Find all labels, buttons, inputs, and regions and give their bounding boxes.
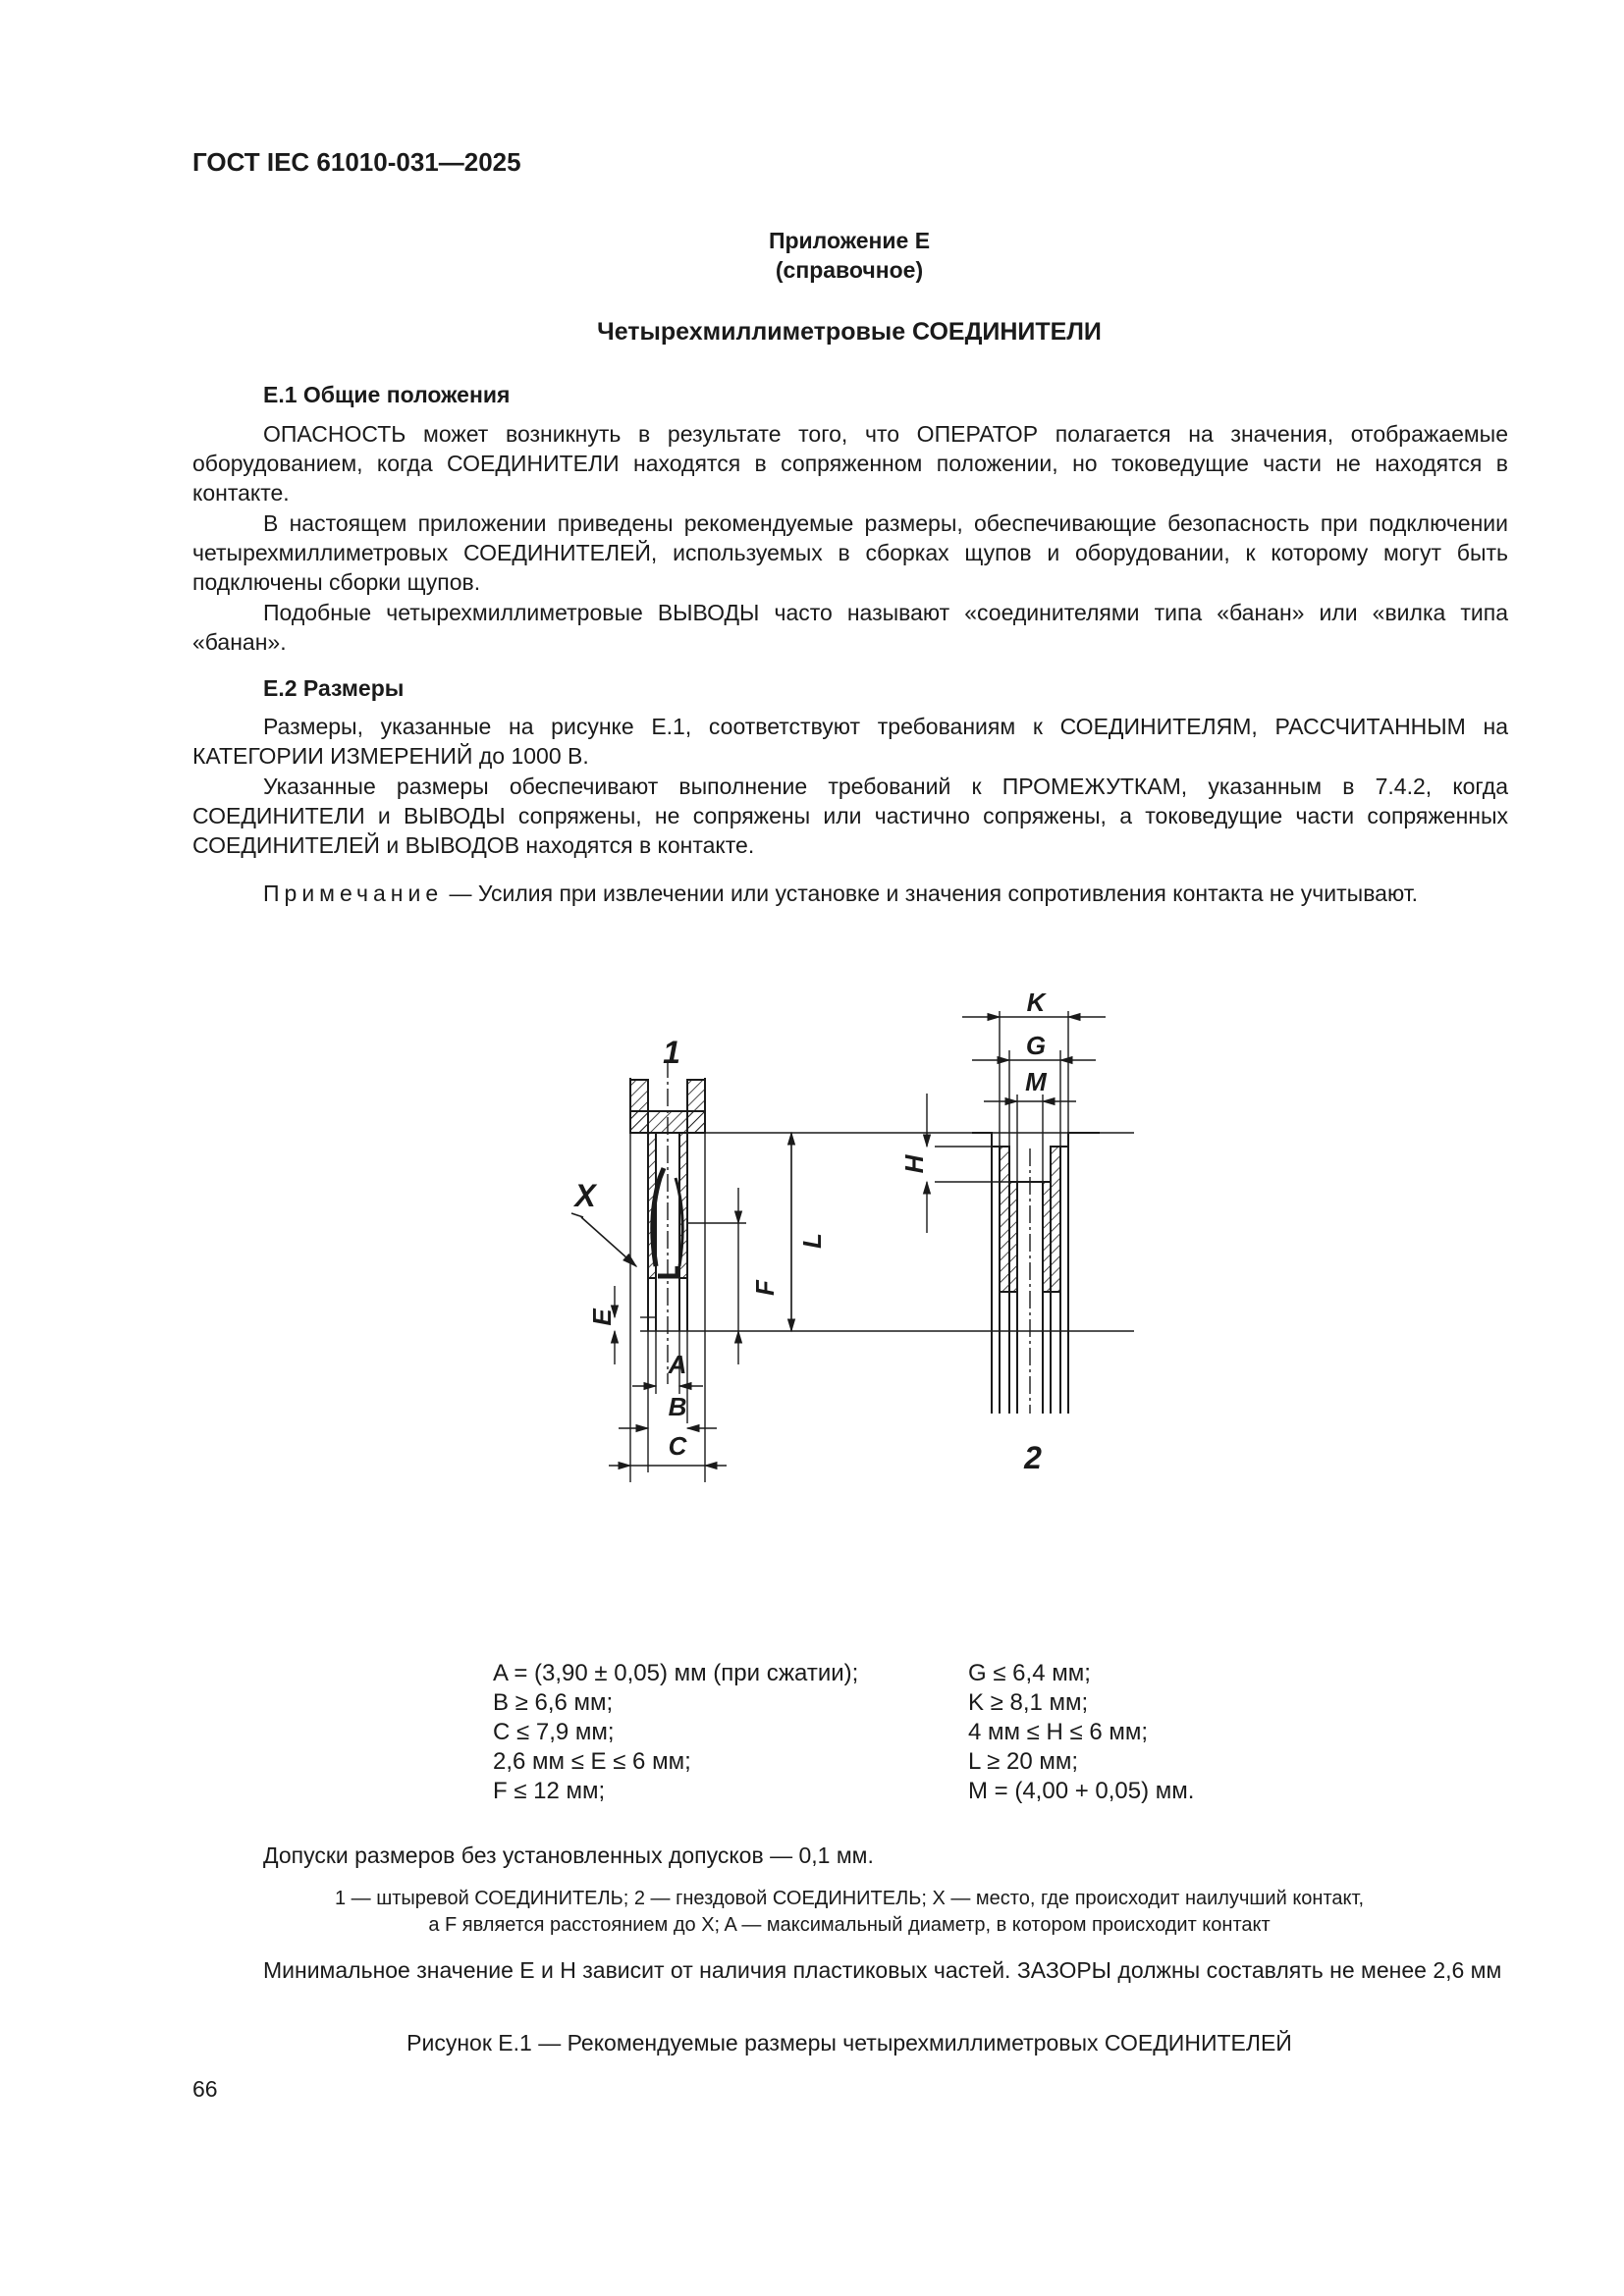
label-1: 1 [663,1035,680,1070]
tolerance-note: Допуски размеров без установленных допусков — 0,1 мм. [263,1842,874,1868]
figure-key-line-1: 1 — штыревой СОЕДИНИТЕЛЬ; 2 — гнездовой СОЕДИНИТЕЛЬ; X — место, где происходит наилучший контакт, [334,1888,1365,1909]
section-2-title: E.2 Размеры [263,675,405,701]
figure-caption: Рисунок E.1 — Рекомендуемые размеры четырехмиллиметровых СОЕДИНИТЕЛЕЙ [406,2030,1292,2056]
formula-m: M = (4,00 + 0,05) мм. [968,1778,1195,1804]
label-x: X [574,1178,596,1213]
page-number: 66 [192,2076,218,2102]
section-2-paragraph-1: Размеры, указанные на рисунке E.1, соответствуют требованиям к СОЕДИНИТЕЛЯМ, РАССЧИТАННЫМ на КАТЕГОРИИ ИЗМЕРЕНИЙ до 1000 В. [192,714,1508,769]
formula-b: B ≥ 6,6 мм; [493,1689,614,1716]
label-c: C [668,1431,687,1461]
formula-a: A = (3,90 ± 0,05) мм (при сжатии); [493,1660,859,1686]
formula-l: L ≥ 20 мм; [968,1748,1078,1775]
formula-g: G ≤ 6,4 мм; [968,1660,1091,1686]
section-1-paragraph-2: В настоящем приложении приведены рекомендуемые размеры, обеспечивающие безопасность при подключении четырехмиллиметровых СОЕДИНИТЕЛЕЙ, используемых в сборках щупов и оборудовании, к которому могут быть подключены сборки щупов. [192,510,1508,595]
formula-c: C ≤ 7,9 мм; [493,1719,615,1745]
label-l: L [797,1233,827,1249]
formula-h: 4 мм ≤ H ≤ 6 мм; [968,1719,1149,1745]
connector-drawing [550,933,1159,1620]
label-b: B [668,1392,687,1421]
document-header: ГОСТ IEC 61010-031—2025 [192,147,521,177]
label-g: G [1025,1031,1047,1060]
section-1-paragraph-3: Подобные четырехмиллиметровые ВЫВОДЫ часто называют «соединителями типа «банан» или «вилка типа «банан». [192,600,1508,655]
label-m: M [1025,1067,1047,1096]
section-2-paragraph-2: Указанные размеры обеспечивают выполнение требований к ПРОМЕЖУТКАМ, указанным в 7.4.2, когда СОЕДИНИТЕЛИ и ВЫВОДЫ сопряжены, не сопряжены или частично сопряжены, а токоведущие части сопряженных СОЕДИНИТЕЛЕЙ и ВЫВОДОВ находятся в контакте. [192,774,1508,858]
label-k: K [1026,988,1046,1017]
min-value-note: Минимальное значение E и H зависит от наличия пластиковых частей. ЗАЗОРЫ должны составлять не менее 2,6 мм [263,1957,1502,1983]
label-f: F [750,1280,780,1296]
figure-key-line-2: а F является расстоянием до X; A — максимальный диаметр, в котором происходит контакт [428,1914,1271,1936]
annex-subtitle: (справочное) [775,257,924,283]
label-a: A [668,1350,687,1379]
dimensions-right [968,1659,1194,1806]
section-1-title: E.1 Общие положения [263,382,511,407]
label-h: H [899,1154,929,1174]
annex-title: Приложение E [768,228,931,253]
section-2-note: Примечание — Усилия при извлечении или установке и значения сопротивления контакта не учитывают. [263,881,1419,906]
label-2: 2 [1024,1440,1042,1475]
formula-e: 2,6 мм ≤ E ≤ 6 мм; [493,1748,691,1775]
dimensions-left [493,1659,858,1806]
section-1-paragraph-1: ОПАСНОСТЬ может возникнуть в результате того, что ОПЕРАТОР полагается на значения, отображаемые оборудованием, когда СОЕДИНИТЕЛИ находятся в сопряженном положении, но токоведущие части не находятся в контакте. [192,421,1508,506]
formula-f: F ≤ 12 мм; [493,1778,606,1804]
formula-k: K ≥ 8,1 мм; [968,1689,1089,1716]
annex-heading: Четырехмиллиметровые СОЕДИНИТЕЛИ [597,318,1102,346]
label-e: E [587,1308,617,1326]
